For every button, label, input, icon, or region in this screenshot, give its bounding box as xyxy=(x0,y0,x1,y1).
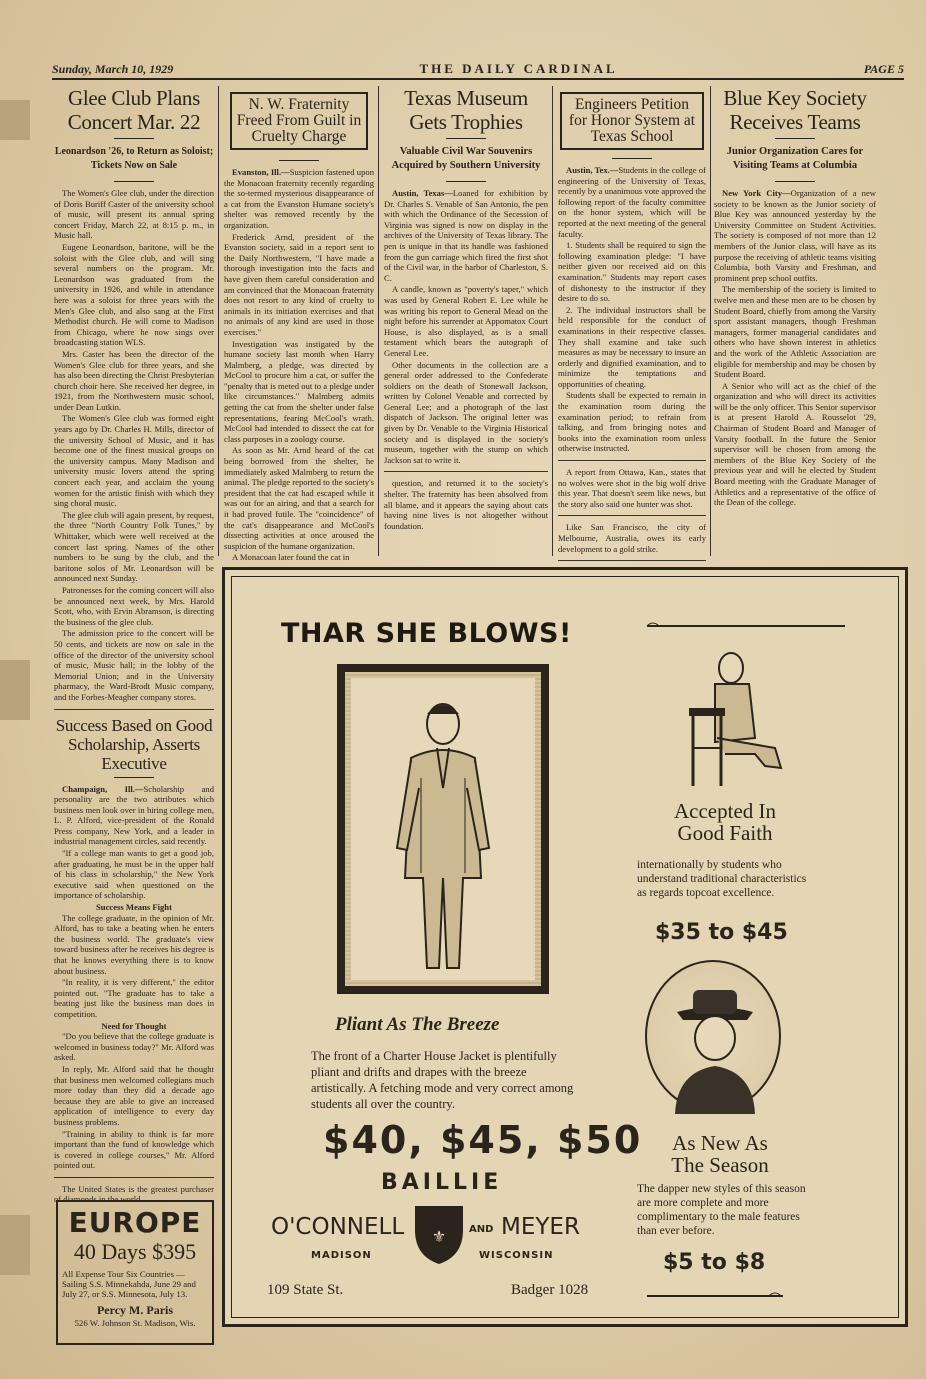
column-divider xyxy=(552,86,553,556)
article-paragraph: Loaned for exhibition by Dr. Charles S. Venable of San Antonio, the pen with which the Ordinance of the Secession of Virginia was signed is now on display in the archives of the University of Texas library. The pen is unique in that its handle was fashioned from the gun carriage which fired the first shot of the Civil war, in the harbor of Charleston, S. C. xyxy=(384,188,548,283)
brand-and: AND xyxy=(469,1224,494,1235)
short-item: Like San Francisco, the city of Melbourne, Australia, owes its early development to a gold strike. xyxy=(558,522,706,554)
article-paragraph: Students shall be expected to remain in the examination room during the examination period; to refrain from talking, and from bringing notes and books into the examination room unless otherwise instructed. xyxy=(558,390,706,454)
page-number: PAGE 5 xyxy=(863,61,904,76)
brand-meyer: MEYER xyxy=(501,1214,580,1240)
price-jackets: $40, $45, $50 xyxy=(323,1118,643,1162)
article-paragraph: Mrs. Caster has been the director of the Women's Glee club for three years, and she has also been directing the Christ Presbyterian church choir here. She received her degree, in 1921, from the Northwestern music school, under Dean Lutkin. xyxy=(54,348,214,412)
headline-fraternity: N. W. Fraternity Freed From Guilt in Cruelty Charge xyxy=(230,92,368,150)
brand-baillie: BAILLIE xyxy=(381,1170,503,1195)
article-paragraph: Suspicion fastened upon the Monacoan fraternity recently regarding the so-termed mysterious disappearance of a cat from the Evanston Humane society's shelter was removed recently by the organization. xyxy=(224,167,374,230)
dateline: Austin, Texas— xyxy=(392,188,453,198)
article-paragraph: Patronesses for the coming concert will also be announced next week, by Mrs. Harold Scott, who, with Ervin Abramson, is directing the business of the glee club. xyxy=(54,584,214,627)
dateline: Champaign, Ill.— xyxy=(62,783,144,794)
column-engineers xyxy=(558,86,706,556)
crest-shield-icon xyxy=(411,1200,467,1266)
article-paragraph: In reply, Mr. Alford said that he thought that business men welcomed collegians much more today than they did a decade ago because they are able to give an increased application of intelligence to every day business problems. xyxy=(54,1063,214,1127)
column-divider xyxy=(218,86,219,556)
ad-headline: THAR SHE BLOWS! xyxy=(281,618,572,649)
dateline: Evanston, Ill.— xyxy=(232,167,290,177)
subhead-success-fight: Success Means Fight xyxy=(96,902,172,913)
article-paragraph: "Do you believe that the college graduate is welcomed in business today?" Mr. Alford was asked. xyxy=(54,1031,214,1063)
price-hats: $5 to $8 xyxy=(663,1250,766,1275)
filler-item: The United States is the greatest purchaser of diamonds in the world. xyxy=(54,1183,214,1205)
store-phone: Badger 1028 xyxy=(511,1282,589,1298)
article-paragraph: The college graduate, in the opinion of Mr. Alford, has to take a beating when he enters the business world. The graduate's view toward business after he receives his degree is that he knows everything there is to know about business. xyxy=(54,912,214,976)
masthead xyxy=(52,60,904,80)
ad-text-jacket: The front of a Charter House Jacket is plentifully pliant and drifts and drapes with the breeze artistically. A fetching mode and very correct among students all over the country. xyxy=(311,1049,574,1111)
column-glee-club xyxy=(54,86,215,1205)
article-paragraph: A Monacoan later found the cat in xyxy=(232,552,350,563)
europe-title: EUROPE xyxy=(68,1206,202,1239)
headline-texas-museum: Texas Museum Gets Trophies xyxy=(404,86,528,134)
subhead-need-thought: Need for Thought xyxy=(101,1020,167,1031)
ornament-line-icon xyxy=(645,1290,785,1302)
article-paragraph: The admission price to the concert will be 50 cents, and tickets are now on sale in the office of the director of the university school of music, Music hall; in the lobby of the Memorial Union; and in the University pharmacy, the Ward-Brodt Music company, and the Forbes-Meagher company stores. xyxy=(54,628,214,702)
europe-details: All Expense Tour Six Countries — Sailing S.S. Minnekahda, June 29 and July 27, or S.S. Minnesota, July 13. xyxy=(62,1269,196,1299)
column-fraternity xyxy=(224,86,374,563)
article-paragraph: A candle, known as "poverty's taper," which was used by General Robert E. Lee while he was writing his report to General Mead on the night before his surrender at Appomatox Court House, is also displayed, as is a small testament which bears the autograph of General Lee. xyxy=(384,284,548,358)
article-paragraph: As soon as Mr. Arnd heard of the cat being borrowed from the shelter, he immediately asked Malmberg to return the animal. The pledge reported to the society's president that the cat had escaped while it was out for an airing, and that a search for it had proved futile. The "coincidence" of the cat's disappearance and McCool's dissecting activities at once aroused the suspicion of the humane organization. xyxy=(224,445,374,551)
brand-city-madison: MADISON xyxy=(311,1250,372,1261)
torn-edge xyxy=(0,1215,30,1275)
europe-tour-ad xyxy=(56,1200,214,1345)
europe-days-price: 40 Days $395 xyxy=(73,1239,197,1264)
store-address: 109 State St. xyxy=(267,1282,344,1298)
dateline: New York City— xyxy=(722,188,791,198)
torn-edge xyxy=(0,100,30,140)
hat-portrait xyxy=(645,960,781,1112)
column-divider xyxy=(710,86,711,556)
torn-edge xyxy=(0,660,30,720)
subhead-texas-museum: Valuable Civil War Souvenirs Acquired by Southern University xyxy=(391,146,541,171)
seated-man-icon xyxy=(645,638,805,788)
europe-agent: Percy M. Paris xyxy=(96,1303,174,1317)
article-paragraph: 2. The individual instructors shall be held responsible for the conduct of examinations in their respective classes. They shall examine and take such measures as may be necessary to insure an orderly and dignified examination, and to minimize the temptations and opportunities of cheating. xyxy=(558,304,706,389)
article-paragraph: "In reality, it is very different," the editor pointed out. "The graduate has to take a beating just like the business man does in competition. xyxy=(54,977,214,1019)
brand-city-wisconsin: WISCONSIN xyxy=(479,1250,554,1261)
man-in-suit-icon xyxy=(351,678,535,980)
subhead-blue-key: Junior Organization Cares for Visiting Teams at Columbia xyxy=(726,146,864,171)
short-item: A report from Ottawa, Kan., states that no wolves were shot in the big wolf drive this year. That doesn't seem like news, but the story also said one hunter was shot. xyxy=(558,467,706,509)
article-paragraph: The glee club will again present, by request, the three "North Country Folk Tunes," by Whittaker, which were well received at the concert last spring. Names of the other numbers to be sung by the club, and the baritone solos of Mr. Leonardson will be announced next Sunday. xyxy=(54,509,215,584)
europe-address: 526 W. Johnson St. Madison, Wis. xyxy=(74,1318,196,1328)
man-with-hat-icon xyxy=(647,962,783,1114)
tagline-as-new: As New As The Season xyxy=(671,1131,769,1177)
tagline-pliant: Pliant As The Breeze xyxy=(335,1014,500,1035)
store-logo xyxy=(271,1170,611,1290)
issue-date: Sunday, March 10, 1929 xyxy=(52,61,174,76)
headline-engineers: Engineers Petition for Honor System at Texas School xyxy=(560,92,704,150)
paper-title: THE DAILY CARDINAL xyxy=(419,61,618,76)
article-paragraph: The membership of the society is limited to twelve men and these men are to be chosen by Student Board, chiefly from among the Varsity sport assistant managers, though Freshman managers, former managerial candidates and others who have shown interest in athletics and the work of the Athletic Association are eligible for membership and may be chosen by Student Board. xyxy=(714,284,876,380)
article-paragraph: Investigation was instigated by the humane society last month when Harry Malmberg, a pledge, was directed by McCool to procure him a cat, or suffer the "penalty that is meted out to a pledge under like circumstances." Malmberg admits getting the cat from the shelter under false representations, fearing McCool's wrath. McCool had intended to dissect the cat for class purposes in a zoology course. xyxy=(224,338,374,444)
dateline: Austin, Tex.— xyxy=(566,165,619,175)
article-paragraph: 1. Students shall be required to sign the following examination pledge: "I have neither given nor received aid on this examination." Students may report cases of dishonesty to the instructor if they desire to do so. xyxy=(558,240,706,304)
headline-blue-key: Blue Key Society Receives Teams xyxy=(723,86,867,134)
article-paragraph: "Training in ability to think is far more important than the fund of knowledge which is covered in college courses," Mr. Alford pointed out. xyxy=(54,1128,214,1171)
article-paragraph: Organization of a new society to be known as the Junior society of Blue Key was announced yesterday by the University Committee on Student Activities. The society is composed of not more than 12 members of the Junior class, will have as its purpose the receiving of athletic teams visiting Columbia, both Varsity and Freshman, and prominent prep school outfits. xyxy=(714,188,876,283)
tagline-accepted: Accepted In Good Faith xyxy=(673,799,777,845)
article-paragraph: Frederick Arnd, president of the Evanston society, said in a report sent to the Daily Northwestern, "I have made a thorough investigation into the facts and have given them careful consideration and am convinced that the Monacoan fraternity does not resort to any kind of cruelty to animals in its initiation exercises and that no animals of any kind are used in those exercises." xyxy=(224,231,374,337)
article-paragraph: A Senior who will act as the chief of the organization and who will direct its activities will be the only officer. This Senior supervisor is at present Harold A. Rousselot '29, Chairman of Student Board and Manager of Varsity football. In the future the Senior supervisor will be chosen from among the members of the Blue Key Society of the previous year and will be elected by Student Board meeting with the Graduate Manager of Athletics and a representative of the office of the Dean of the college. xyxy=(714,380,876,508)
article-paragraph: Other documents in the collection are a general order addressed to the Confederate soldiers on the death of Stonewall Jackson, written by Colonel Venable and corrected by General Lee; and a photograph of the last dispatch of Jackson. The original letter was given by Dr. Venable to the Virginia Historical society and is displayed in the society's museum, together with the stump on which Jackson sat to write it. xyxy=(384,359,548,465)
subhead-glee-club: Leonardson '26, to Return as Soloist; Tickets Now on Sale xyxy=(54,146,214,171)
suit-illustration-frame xyxy=(337,664,549,994)
ornament-line-icon xyxy=(645,620,845,632)
article-continuation: question, and returned it to the society's shelter. The fraternity has been absolved from all blame, and it appears the saying about cats having nine lives is not altogether without foundation. xyxy=(384,478,548,531)
article-paragraph: The Women's Glee club was formed eight years ago by Dr. Charles H. Mills, director of the university School of Music, and it has become one of the finest musical groups on the university campus. Many Madison and university music lovers attend the spring concert each year, and acclaim the young women for the artistic finish with which they sing choral music. xyxy=(54,413,214,509)
headline-success: Success Based on Good Scholarship, Asserts Executive xyxy=(55,715,213,773)
price-topcoats: $35 to $45 xyxy=(655,920,788,945)
headline-glee-club: Glee Club Plans Concert Mar. 22 xyxy=(67,86,201,134)
clothing-advertisement xyxy=(222,567,908,1327)
column-blue-key xyxy=(714,86,876,556)
article-paragraph: "If a college man wants to get a good job, after graduating, he must be in the upper half of his class in scholarship," the New York executive said when questioned on the importance of scholarship. xyxy=(54,848,214,901)
article-paragraph: The Women's Glee club, under the direction of Doris Buriff Caster of the university school of music, will present its annual spring concert Friday, March 22, at 8:15 p. m., in Music hall. xyxy=(54,188,214,241)
article-paragraph: Students in the college of engineering of the University of Texas, recently by a unanimous vote approved the following report of the faculty committee on the honor system, which will be reported at the next meeting of the general faculty. xyxy=(558,165,707,239)
ad-text-hats: The dapper new styles of this season are more complete and more complimentary to the male features than ever before. xyxy=(637,1183,806,1237)
column-divider xyxy=(378,86,379,556)
column-texas-museum xyxy=(384,86,548,556)
article-paragraph: Eugene Leonardson, baritone, will be the soloist with the Glee club, and will sing several numbers on the program. Mr. Leonardson was graduated from the university in 1926, and while in attendance here was a soloist for three years with the Men's Glee club, and also sang at the First Methodist church. He will come to Madison from Chicago, where he now sings over broadcasting station WLS. xyxy=(54,241,214,348)
article-paragraph: Scholarship and personality are the two attributes which business men look over in hiring college men, L. P. Alford, vice-president of the Ronald Press company, New York, and a leader in industrial management circles, said recently. xyxy=(54,783,214,847)
svg-text:⚜: ⚜ xyxy=(431,1227,447,1246)
ad-text-topcoat: internationally by students who understand traditional characteristics as regards topcoat excellence. xyxy=(637,859,807,899)
brand-oconnell: O'CONNELL xyxy=(271,1214,405,1240)
